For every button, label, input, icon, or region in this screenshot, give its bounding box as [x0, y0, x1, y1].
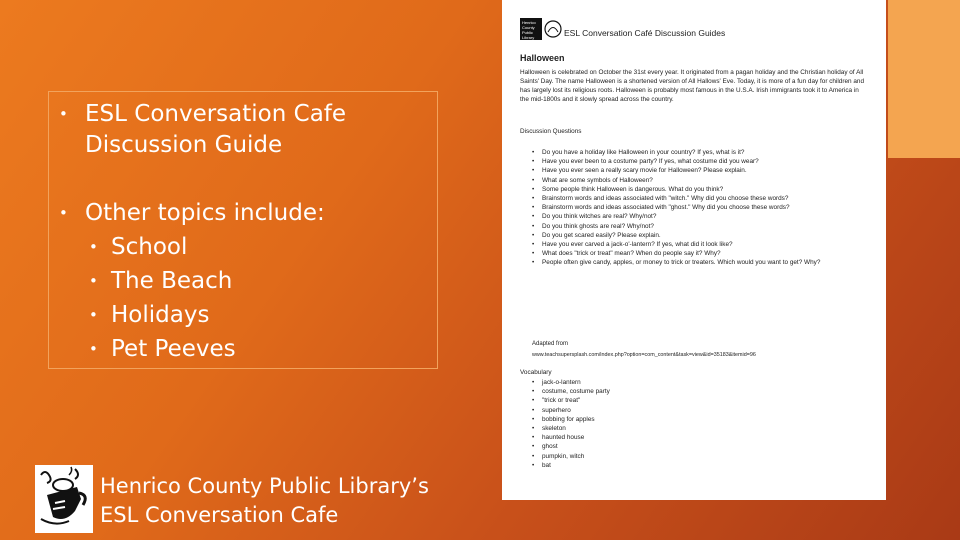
topics-text-box [48, 91, 438, 369]
question-item: • People often give candy, apples, or money to trick or treaters. Which would you want to get? Why? [532, 258, 868, 267]
footer-library-name [100, 472, 429, 530]
question-item: • Do you think ghosts are real? Why/not? [532, 222, 868, 231]
discussion-guide-document [502, 0, 886, 500]
question-item: • Do you think witches are real? Why/not? [532, 212, 868, 221]
topic-item: • Holidays [89, 302, 210, 328]
question-item: • Have you ever seen a really scary movie for Halloween? Please explain. [532, 166, 868, 175]
cafe-logo-icon [35, 465, 93, 533]
questions-list [532, 148, 868, 268]
vocab-item: • haunted house [532, 433, 610, 442]
vocab-item: • jack-o-lantern [532, 378, 610, 387]
svg-text:Henrico: Henrico [522, 20, 536, 25]
svg-text:Public: Public [522, 30, 533, 35]
topic-item: • The Beach [89, 268, 233, 294]
footer-line-1: Henrico County Public Library’s [100, 474, 429, 498]
bullet-other-topics-text: Other topics include: [85, 200, 325, 226]
vocab-item: • pumpkin, witch [532, 452, 610, 461]
section-heading: Halloween [520, 53, 565, 63]
question-item: • Have you ever been to a costume party? If yes, what costume did you wear? [532, 157, 868, 166]
vocab-item: • bat [532, 461, 610, 470]
bullet-dot: • [59, 105, 68, 123]
bullet-dot: • [59, 204, 68, 222]
vocab-item: • ghost [532, 442, 610, 451]
question-item: • Some people think Halloween is dangerous. What do you think? [532, 185, 868, 194]
bullet-guide-text: ESL Conversation Cafe Discussion Guide [85, 101, 347, 158]
vocabulary-list [532, 378, 610, 470]
vocab-item: • bobbing for apples [532, 415, 610, 424]
adapted-label: Adapted from [532, 341, 569, 347]
question-item: • Do you get scared easily? Please explain. [532, 231, 868, 240]
library-logo-icon [520, 18, 564, 40]
document-title: ESL Conversation Café Discussion Guides [564, 28, 726, 38]
questions-heading: Discussion Questions [520, 128, 582, 135]
question-item: • Have you ever carved a jack-o'-lantern? If yes, what did it look like? [532, 240, 868, 249]
question-item: • What does "trick or treat" mean? When do people say it? Why? [532, 249, 868, 258]
svg-text:County: County [522, 25, 535, 30]
topic-item: • Pet Peeves [89, 336, 236, 362]
question-item: • Do you have a holiday like Halloween in your country? If yes, what is it? [532, 148, 868, 157]
adapted-url: www.teachsupersplash.com/index.php?option=com_content&task=view&id=35183&itemid=96 [532, 352, 756, 358]
vocabulary-heading: Vocabulary [520, 369, 552, 376]
topics-sublist [89, 230, 236, 366]
vocab-item: • skeleton [532, 424, 610, 433]
vocab-item: • costume, costume party [532, 387, 610, 396]
intro-paragraph: Halloween is celebrated on October the 31st every year. It originated from a pagan holiday and the Christian holiday of All Saints' Day. The name Halloween is a shortened version of All Hallows' Eve. Today, it is more of a fun day for children and has largely lost its religious roots. Halloween is probably most famous in the U.S.A. Irish immigrants took it to America in the mid-1800s and it slowly spread across the country. [520, 69, 865, 103]
svg-text:Library: Library [522, 35, 535, 40]
question-item: • Brainstorm words and ideas associated with "witch." Why did you choose these words? [532, 194, 868, 203]
vocab-item: • superhero [532, 406, 610, 415]
vocab-item: • "trick or treat" [532, 396, 610, 405]
accent-block [888, 0, 960, 158]
topic-item: • School [89, 234, 188, 260]
question-item: • Brainstorm words and ideas associated with "ghost." Why did you choose these words? [532, 203, 868, 212]
question-item: • What are some symbols of Halloween? [532, 176, 868, 185]
footer-line-2: ESL Conversation Cafe [100, 503, 339, 527]
